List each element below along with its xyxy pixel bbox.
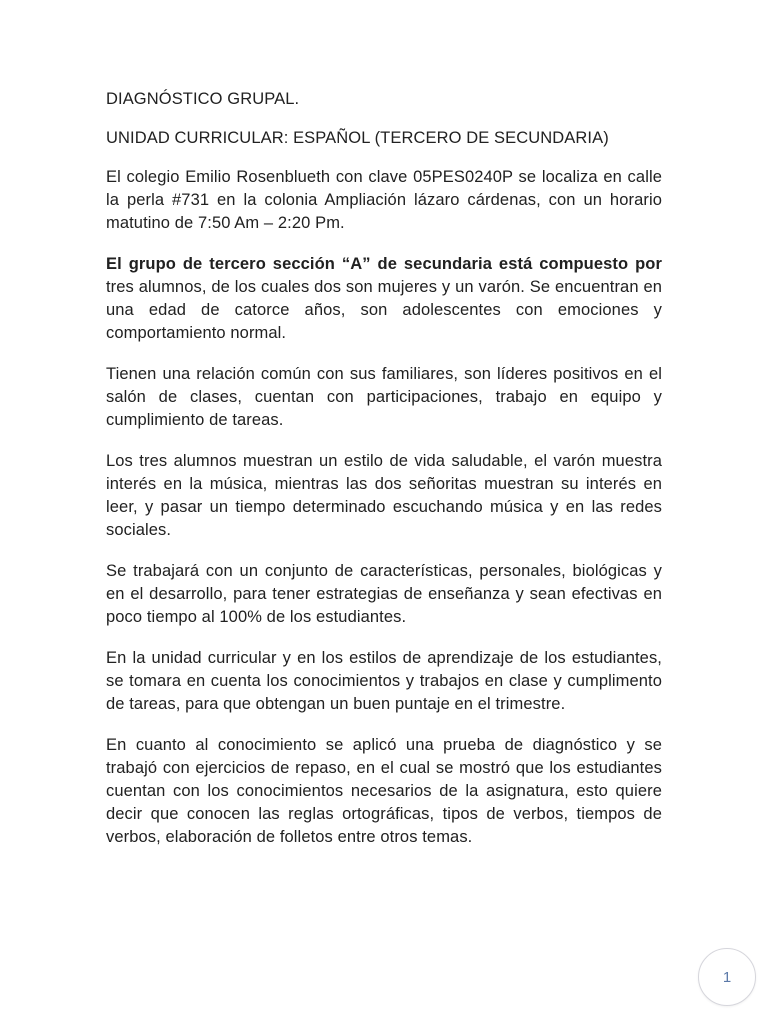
paragraph-strategies xyxy=(106,560,662,629)
paragraph-curricular-unit xyxy=(106,647,662,716)
page-number: 1 xyxy=(722,968,732,986)
paragraph-lifestyle xyxy=(106,450,662,542)
paragraph-family-relations xyxy=(106,363,662,432)
paragraph-bold-lead: El grupo de tercero sección “A” de secundaria está compuesto por xyxy=(106,255,662,273)
paragraph-school-info xyxy=(106,166,662,235)
page-number-badge xyxy=(698,948,756,1006)
paragraph-group-description xyxy=(106,253,662,345)
paragraph-diagnostic-test xyxy=(106,734,662,849)
paragraph-text: En cuanto al conocimiento se aplicó una prueba de diagnóstico y se trabajó con ejercicios de repaso, en el cual se mostró que los estudiantes cuentan con los conocimientos necesarios de la asignatura, esto quiere decir que conocen las reglas ortográficas, tipos de verbos, tiempos de verbos, elaboración de folletos entre otros temas. xyxy=(106,736,662,846)
document-subtitle: UNIDAD CURRICULAR: ESPAÑOL (TERCERO DE SECUNDARIA) xyxy=(106,129,609,147)
paragraph-text: Se trabajará con un conjunto de características, personales, biológicas y en el desarrollo, para tener estrategias de enseñanza y sean efectivas en poco tiempo al 100% de los estudiantes. xyxy=(106,562,662,626)
paragraph-text: El colegio Emilio Rosenblueth con clave 05PES0240P se localiza en calle la perla #731 en la colonia Ampliación lázaro cárdenas, con un horario matutino de 7:50 Am – 2:20 Pm. xyxy=(106,168,662,232)
paragraph-text: Tienen una relación común con sus familiares, son líderes positivos en el salón de clases, cuentan con participaciones, trabajo en equipo y cumplimiento de tareas. xyxy=(106,365,662,429)
paragraph-text: Los tres alumnos muestran un estilo de vida saludable, el varón muestra interés en la música, mientras las dos señoritas muestran su interés en leer, y pasar un tiempo determinado escuchando música y en las redes sociales. xyxy=(106,452,662,539)
paragraph-text: tres alumnos, de los cuales dos son mujeres y un varón. Se encuentran en una edad de catorce años, son adolescentes con emociones y comportamiento normal. xyxy=(106,278,662,342)
paragraph-text: En la unidad curricular y en los estilos de aprendizaje de los estudiantes, se tomara en cuenta los conocimientos y trabajos en clase y cumplimento de tareas, para que obtengan un buen puntaje en el trimestre. xyxy=(106,649,662,713)
document-title: DIAGNÓSTICO GRUPAL. xyxy=(106,90,300,108)
